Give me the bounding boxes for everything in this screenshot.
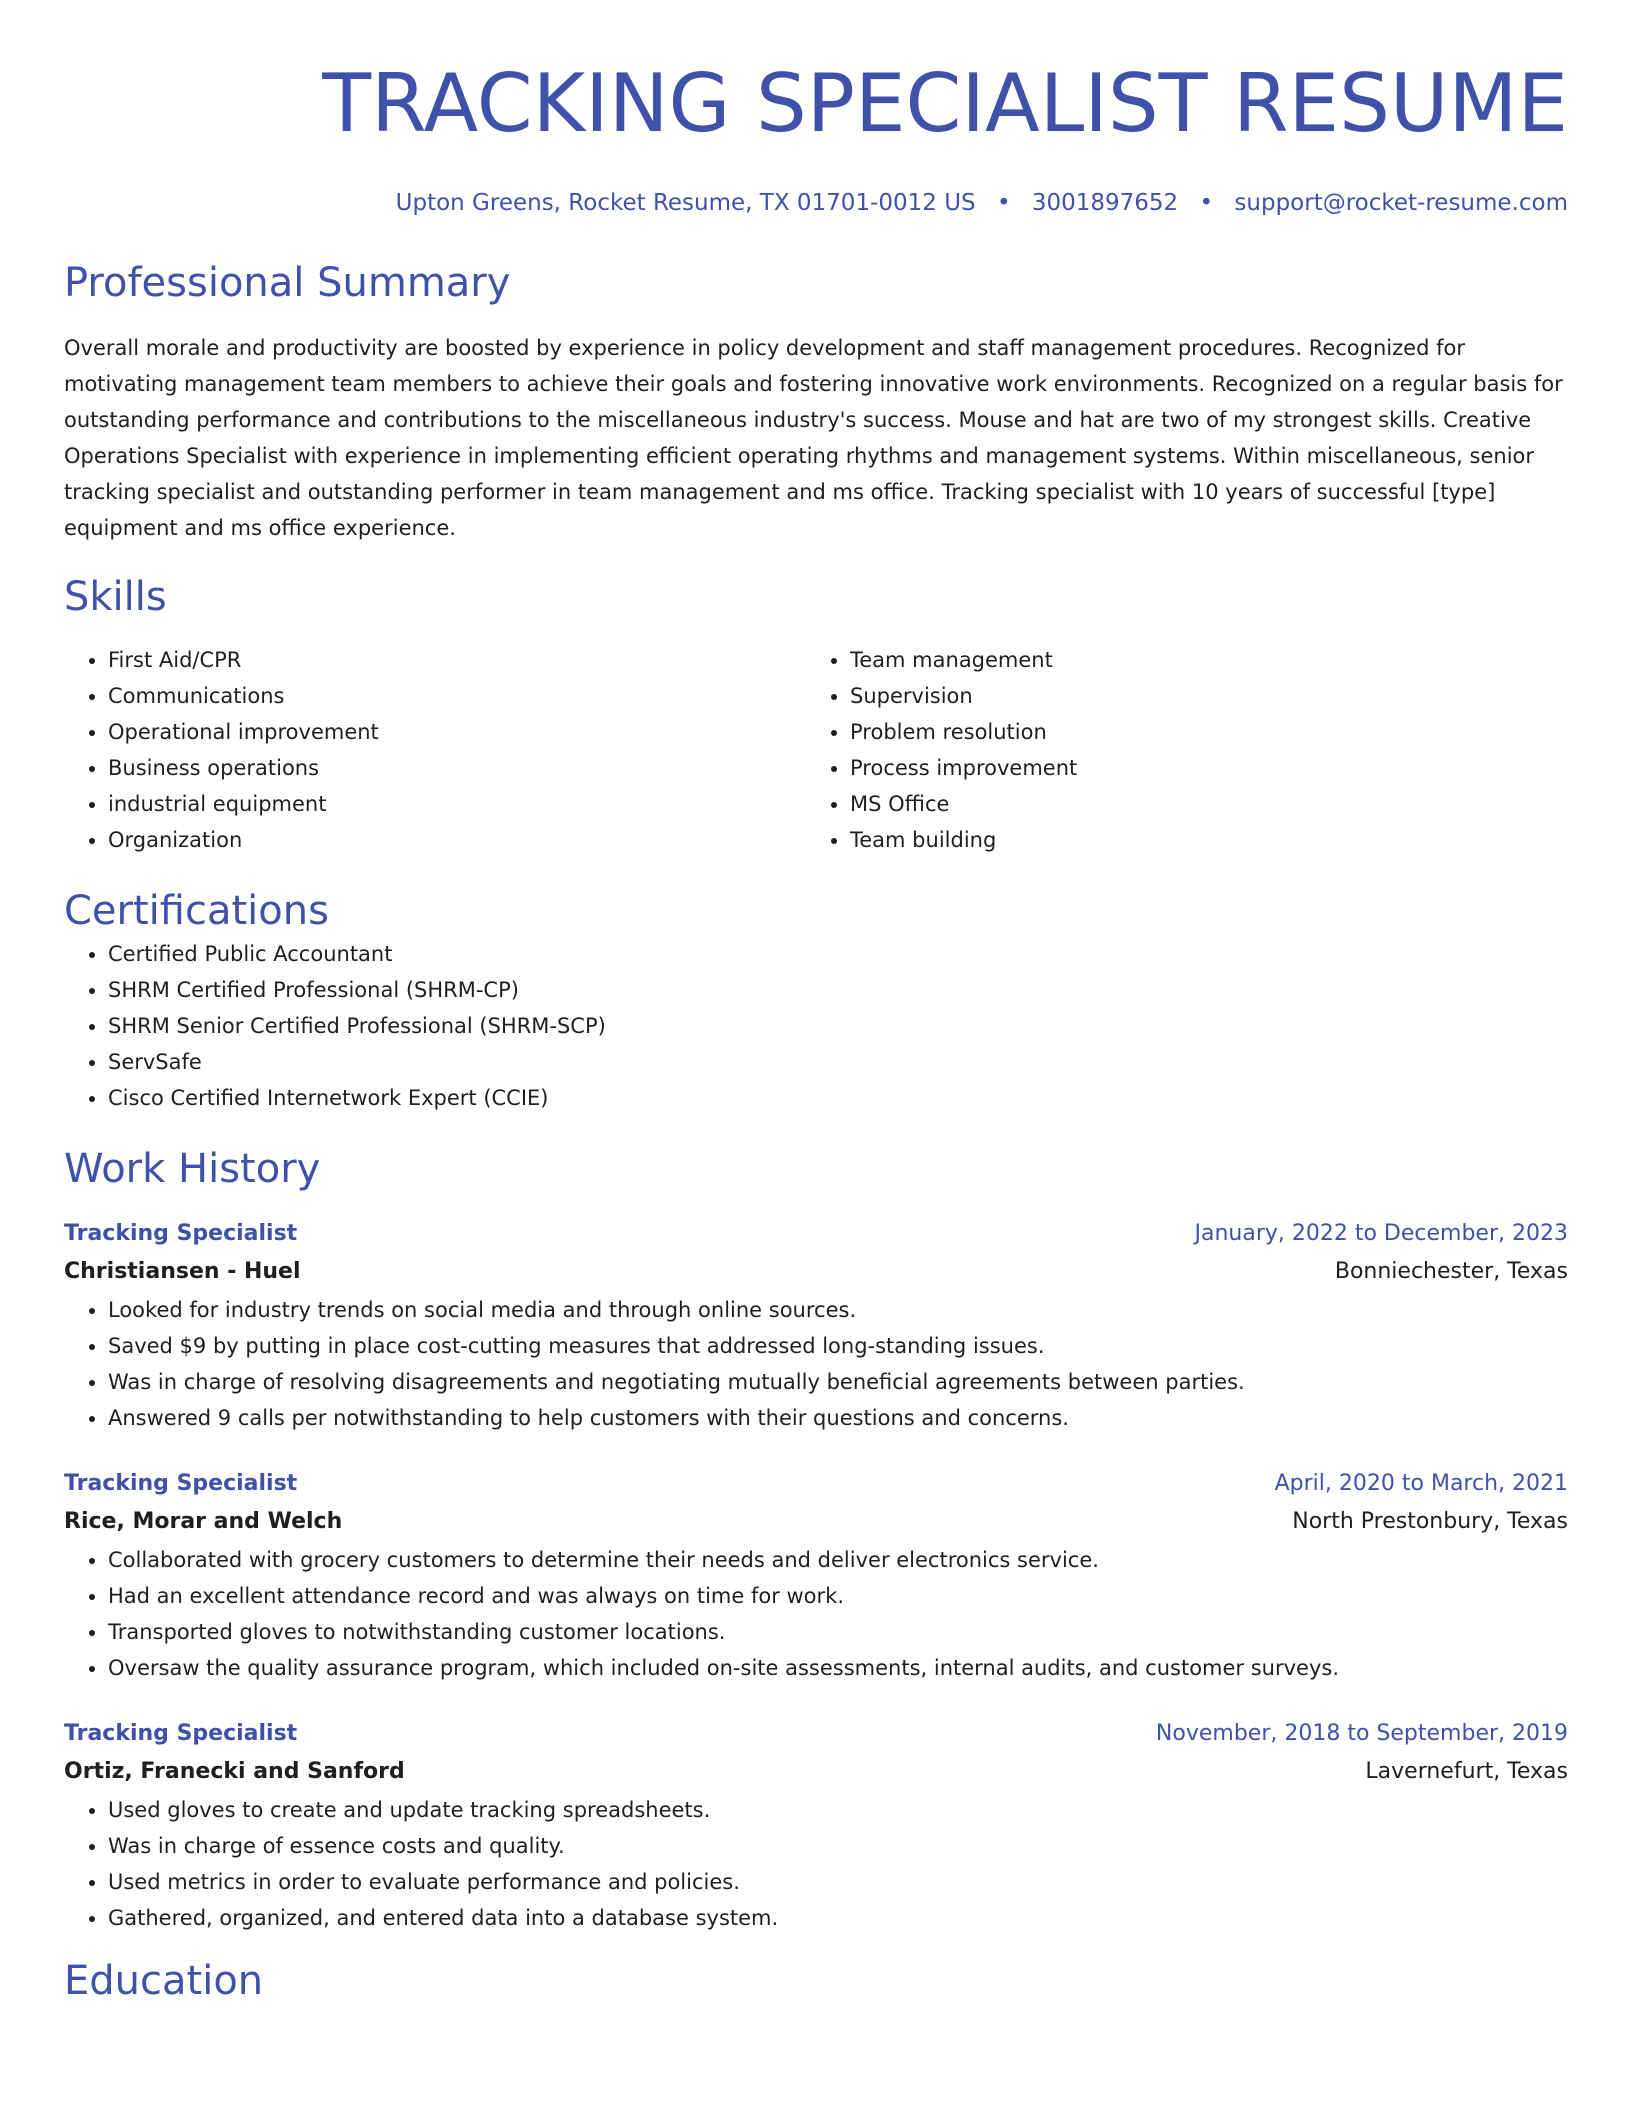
contact-address: Upton Greens, Rocket Resume, TX 01701-0012 US bbox=[395, 190, 976, 216]
skills-grid bbox=[64, 642, 1568, 858]
certification-item: • SHRM Certified Professional (SHRM-CP) bbox=[108, 972, 1568, 1008]
contact-email: support@rocket-resume.com bbox=[1234, 190, 1568, 216]
job-duty: • Gathered, organized, and entered data into a database system. bbox=[108, 1900, 1568, 1936]
job-duty: • Used gloves to create and update tracking spreadsheets. bbox=[108, 1792, 1568, 1828]
job-duty: • Was in charge of resolving disagreements and negotiating mutually beneficial agreements between parties. bbox=[108, 1364, 1568, 1400]
skill-item: • Communications bbox=[108, 678, 806, 714]
skill-item: • Process improvement bbox=[850, 750, 1548, 786]
job-title: Tracking Specialist bbox=[64, 1721, 298, 1746]
job-location: Lavernefurt, Texas bbox=[1365, 1759, 1568, 1784]
contact-phone: 3001897652 bbox=[1031, 190, 1179, 216]
job-duties bbox=[64, 1292, 1568, 1436]
skill-item: • Supervision bbox=[850, 678, 1548, 714]
skill-item: • MS Office bbox=[850, 786, 1548, 822]
summary-heading: Professional Summary bbox=[64, 260, 511, 306]
job-dates: November, 2018 to September, 2019 bbox=[1155, 1721, 1568, 1746]
skill-item: • Team building bbox=[850, 822, 1548, 858]
skill-item: • Operational improvement bbox=[108, 714, 806, 750]
job-entry bbox=[64, 1716, 1568, 1936]
job-duty: • Had an excellent attendance record and was always on time for work. bbox=[108, 1578, 1568, 1614]
skill-item: • Problem resolution bbox=[850, 714, 1548, 750]
job-dates: January, 2022 to December, 2023 bbox=[1194, 1221, 1568, 1246]
job-header bbox=[64, 1716, 1568, 1752]
job-duties bbox=[64, 1542, 1568, 1686]
job-duties bbox=[64, 1792, 1568, 1936]
job-header bbox=[64, 1466, 1568, 1502]
skill-item: • Team management bbox=[850, 642, 1548, 678]
skills-column-right bbox=[806, 642, 1548, 858]
job-header bbox=[64, 1216, 1568, 1252]
job-subheader bbox=[64, 1752, 1568, 1792]
job-duty: • Used metrics in order to evaluate performance and policies. bbox=[108, 1864, 1568, 1900]
skill-item: • industrial equipment bbox=[108, 786, 806, 822]
job-duty: • Was in charge of essence costs and quality. bbox=[108, 1828, 1568, 1864]
job-entry bbox=[64, 1466, 1568, 1686]
skills-column-left bbox=[64, 642, 806, 858]
job-dates: April, 2020 to March, 2021 bbox=[1274, 1471, 1568, 1496]
job-duty: • Saved $9 by putting in place cost-cutting measures that addressed long-standing issues. bbox=[108, 1328, 1568, 1364]
contact-line bbox=[64, 188, 1568, 218]
job-duty: • Looked for industry trends on social media and through online sources. bbox=[108, 1292, 1568, 1328]
job-entry bbox=[64, 1216, 1568, 1436]
job-duty: • Answered 9 calls per notwithstanding to help customers with their questions and concerns. bbox=[108, 1400, 1568, 1436]
job-title: Tracking Specialist bbox=[64, 1221, 298, 1246]
job-location: Bonniechester, Texas bbox=[1334, 1259, 1568, 1284]
skills-heading: Skills bbox=[64, 574, 167, 620]
job-company: Rice, Morar and Welch bbox=[64, 1509, 343, 1534]
summary-text: Overall morale and productivity are boosted by experience in policy development and staff management procedures. Recognized for motivating management team members to achieve their goals and fostering innovative work environments. Recognized on a regular basis for outstanding performance and contributions to the miscellaneous industry's success. Mouse and hat are two of my strongest skills. Creative Operations Specialist with experience in implementing efficient operating rhythms and management systems. Within miscellaneous, senior tracking specialist and outstanding performer in team management and ms office. Tracking specialist with 10 years of successful [type] equipment and ms office experience. bbox=[64, 336, 1563, 540]
certifications-heading: Certifications bbox=[64, 888, 329, 934]
skill-item: • First Aid/CPR bbox=[108, 642, 806, 678]
certification-item: • SHRM Senior Certified Professional (SHRM-SCP) bbox=[108, 1008, 1568, 1044]
contact-separator: • bbox=[996, 190, 1011, 216]
certification-item: • ServSafe bbox=[108, 1044, 1568, 1080]
job-duty: • Collaborated with grocery customers to determine their needs and deliver electronics service. bbox=[108, 1542, 1568, 1578]
contact-separator: • bbox=[1199, 190, 1214, 216]
skill-item: • Business operations bbox=[108, 750, 806, 786]
job-subheader bbox=[64, 1252, 1568, 1292]
job-location: North Prestonbury, Texas bbox=[1292, 1509, 1568, 1534]
job-company: Christiansen - Huel bbox=[64, 1259, 301, 1284]
skills-list-right bbox=[806, 642, 1548, 858]
work-history-heading: Work History bbox=[64, 1146, 321, 1192]
job-duty: • Transported gloves to notwithstanding customer locations. bbox=[108, 1614, 1568, 1650]
skills-list-left bbox=[64, 642, 806, 858]
resume-title: TRACKING SPECIALIST RESUME bbox=[322, 57, 1568, 150]
skill-item: • Organization bbox=[108, 822, 806, 858]
education-heading: Education bbox=[64, 1958, 264, 2004]
job-title: Tracking Specialist bbox=[64, 1471, 298, 1496]
job-duty: • Oversaw the quality assurance program, which included on-site assessments, internal audits, and customer surveys. bbox=[108, 1650, 1568, 1686]
job-company: Ortiz, Franecki and Sanford bbox=[64, 1759, 405, 1784]
job-subheader bbox=[64, 1502, 1568, 1542]
certification-item: • Cisco Certified Internetwork Expert (CCIE) bbox=[108, 1080, 1568, 1116]
certification-item: • Certified Public Accountant bbox=[108, 936, 1568, 972]
certifications-list bbox=[64, 936, 1568, 1116]
